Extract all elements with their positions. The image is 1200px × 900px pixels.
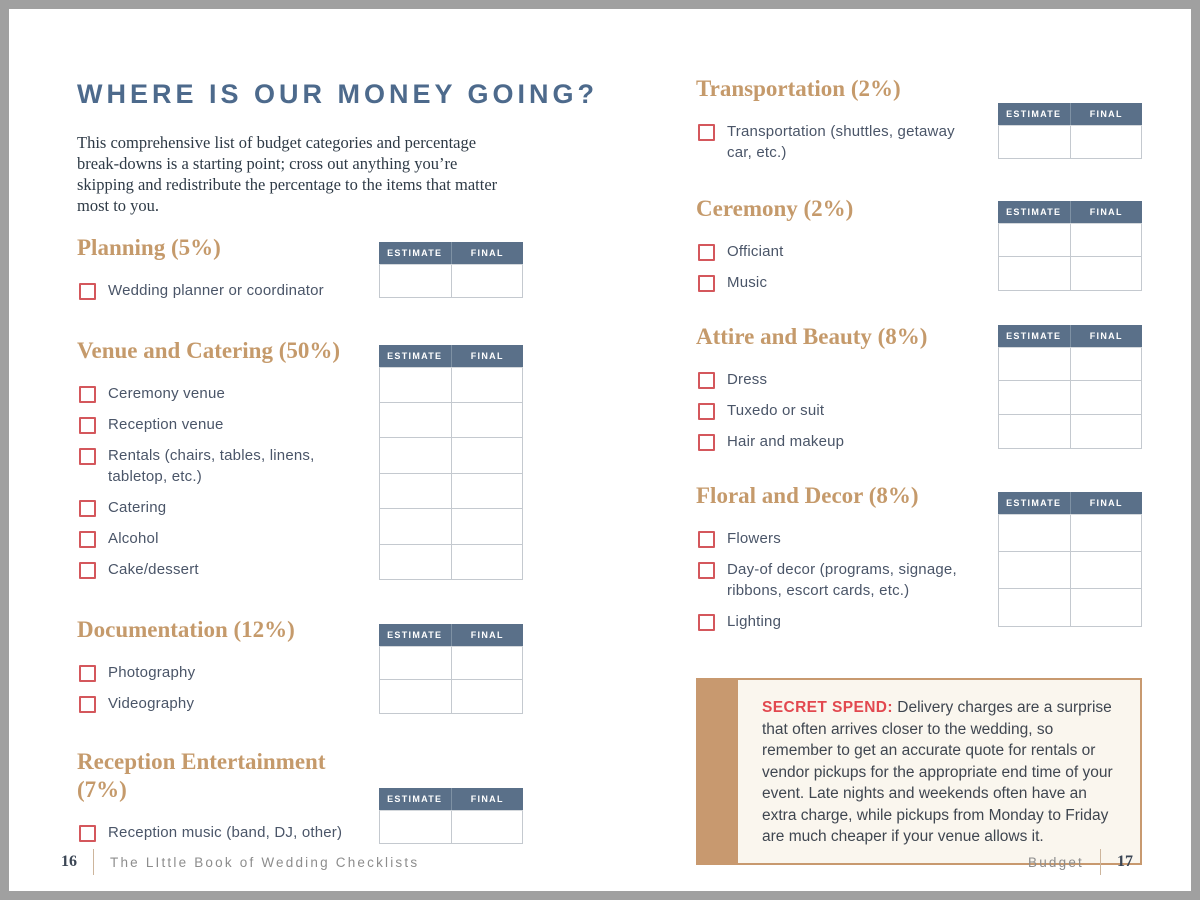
checklist [77, 662, 369, 714]
estimate-cell[interactable] [380, 811, 451, 843]
checklist-item-label: Videography [108, 695, 195, 712]
checklist-item [696, 431, 972, 452]
checklist-item [696, 400, 972, 421]
page-title: WHERE IS OUR MONEY GOING? [77, 79, 599, 109]
estimate-final-table [998, 325, 1142, 449]
checklist-item-label: Wedding planner or coordinator [108, 282, 324, 299]
estimate-cell[interactable] [999, 224, 1070, 256]
estimate-header: ESTIMATE [387, 794, 443, 804]
final-cell[interactable] [451, 680, 523, 713]
final-header: FINAL [451, 242, 524, 264]
checkbox-icon[interactable] [698, 531, 715, 548]
estimate-final-table [379, 345, 523, 580]
estimate-cell[interactable] [380, 647, 451, 679]
checklist-item-label: Alcohol [108, 530, 159, 547]
checklist-item-label: Day-of decor (programs, signage, ribbons, escort cards, etc.) [727, 561, 957, 599]
checklist-item [77, 559, 369, 580]
callout-paragraph [762, 697, 1120, 848]
estimate-header: ESTIMATE [1006, 109, 1062, 119]
estimate-cell[interactable] [999, 381, 1070, 414]
table-row [379, 680, 523, 714]
estimate-header: ESTIMATE [387, 351, 443, 361]
checklist-item-label: Photography [108, 664, 196, 681]
checklist-item-label: Flowers [727, 530, 781, 547]
checklist [77, 280, 369, 301]
estimate-cell[interactable] [380, 474, 451, 509]
checkbox-icon[interactable] [698, 244, 715, 261]
checklist [77, 822, 369, 843]
checklist-item [696, 369, 972, 390]
estimate-cell[interactable] [999, 515, 1070, 551]
checkbox-icon[interactable] [79, 448, 96, 465]
final-cell[interactable] [1070, 515, 1142, 551]
checklist-item [696, 559, 972, 601]
final-header: FINAL [1070, 103, 1143, 125]
final-header: FINAL [1070, 201, 1143, 223]
checklist-item [77, 414, 369, 435]
checkbox-icon[interactable] [698, 434, 715, 451]
estimate-cell[interactable] [999, 589, 1070, 626]
checklist [696, 369, 972, 452]
table-row [379, 545, 523, 581]
checklist-item-label: Hair and makeup [727, 433, 845, 450]
page-number-right: 17 [1117, 853, 1133, 870]
secret-spend-callout [696, 678, 1142, 865]
checklist [696, 528, 972, 632]
final-cell[interactable] [451, 438, 523, 473]
final-cell[interactable] [451, 811, 523, 843]
checklist-item-label: Catering [108, 499, 167, 516]
final-header: FINAL [451, 624, 524, 646]
table-row [379, 474, 523, 510]
section-reception-entertainment [77, 748, 523, 853]
estimate-final-table [998, 492, 1142, 627]
estimate-final-table [998, 201, 1142, 291]
final-header: FINAL [451, 345, 524, 367]
final-cell[interactable] [1070, 348, 1142, 380]
section-floral-decor [696, 482, 1142, 642]
checklist-item [77, 693, 369, 714]
section-heading-transportation: Transportation (2%) [696, 76, 901, 101]
checkbox-icon[interactable] [79, 417, 96, 434]
book-title-footer: The LIttle Book of Wedding Checklists [110, 854, 420, 870]
checklist-item [77, 528, 369, 549]
section-heading-ceremony: Ceremony (2%) [696, 196, 854, 221]
final-cell[interactable] [451, 647, 523, 679]
estimate-cell[interactable] [999, 348, 1070, 380]
checkbox-icon[interactable] [79, 531, 96, 548]
checkbox-icon[interactable] [698, 372, 715, 389]
table-row [998, 552, 1142, 590]
callout-text: Delivery charges are a surprise that often arrives closer to the wedding, so remember to get an accurate quote for rentals or vendor pickups for the appropriate end time of your event. Late nights and weekends often have an extra charge, while pickups from Monday to Friday are much cheaper if your venue allows it. [762, 699, 1113, 845]
checklist-item [696, 121, 972, 163]
estimate-cell[interactable] [380, 265, 451, 297]
checklist-item-label: Ceremony venue [108, 385, 226, 402]
checklist-item [77, 662, 369, 683]
final-header: FINAL [451, 788, 524, 810]
footer-divider [93, 849, 94, 875]
section-heading-venue-catering: Venue and Catering (50%) [77, 338, 341, 363]
estimate-header: ESTIMATE [1006, 331, 1062, 341]
checklist-item [77, 822, 369, 843]
page-number-left: 16 [61, 853, 77, 870]
checkbox-icon[interactable] [698, 614, 715, 631]
checklist [696, 241, 972, 293]
footer-right [1028, 849, 1133, 875]
estimate-header: ESTIMATE [387, 630, 443, 640]
table-row [998, 347, 1142, 381]
final-cell[interactable] [1070, 224, 1142, 256]
table-row [998, 125, 1142, 159]
checkbox-icon[interactable] [79, 665, 96, 682]
checklist-item [77, 280, 369, 301]
checklist-item-label: Lighting [727, 613, 782, 630]
section-heading-attire-beauty: Attire and Beauty (8%) [696, 324, 928, 349]
final-cell[interactable] [1070, 126, 1142, 158]
table-row [379, 438, 523, 474]
intro-paragraph: This comprehensive list of budget categories and percentage break-downs is a starting point; cross out anything you’re skipping and redistribute the percentage to the items that matter most to you. [77, 133, 498, 215]
checkbox-icon[interactable] [698, 124, 715, 141]
callout-label: SECRET SPEND: [762, 699, 893, 716]
section-transportation [696, 75, 1142, 173]
checklist [77, 383, 369, 580]
final-cell[interactable] [451, 368, 523, 402]
checklist-item-label: Music [727, 274, 768, 291]
checklist [696, 121, 972, 163]
section-heading-documentation: Documentation (12%) [77, 617, 295, 642]
final-cell[interactable] [451, 265, 523, 297]
checklist-item-label: Officiant [727, 243, 784, 260]
checkbox-icon[interactable] [79, 283, 96, 300]
estimate-final-table [998, 103, 1142, 159]
section-heading-floral-decor: Floral and Decor (8%) [696, 483, 919, 508]
estimate-cell[interactable] [380, 438, 451, 473]
estimate-header: ESTIMATE [1006, 498, 1062, 508]
table-row [379, 264, 523, 298]
table-row [998, 415, 1142, 449]
checklist-item-label: Cake/dessert [108, 561, 199, 578]
estimate-cell[interactable] [380, 680, 451, 713]
table-row [379, 810, 523, 844]
estimate-cell[interactable] [380, 545, 451, 580]
checkbox-icon[interactable] [79, 500, 96, 517]
section-venue-catering [77, 337, 523, 590]
final-cell[interactable] [451, 509, 523, 544]
checkbox-icon[interactable] [79, 696, 96, 713]
page-left [77, 79, 599, 853]
table-row [998, 257, 1142, 291]
checklist-item-label: Reception music (band, DJ, other) [108, 824, 343, 841]
checklist-item-label: Rentals (chairs, tables, linens, tabletop, etc.) [108, 447, 315, 485]
estimate-cell[interactable] [999, 552, 1070, 589]
checklist-item-label: Reception venue [108, 416, 224, 433]
checkbox-icon[interactable] [79, 562, 96, 579]
final-cell[interactable] [1070, 589, 1142, 626]
table-row [379, 509, 523, 545]
page-right [696, 75, 1142, 865]
footer-divider [1100, 849, 1101, 875]
estimate-final-table [379, 624, 523, 714]
chapter-footer: Budget [1028, 854, 1084, 870]
final-cell[interactable] [1070, 552, 1142, 589]
final-cell[interactable] [451, 545, 523, 580]
callout-accent-bar [698, 680, 738, 863]
estimate-cell[interactable] [380, 403, 451, 438]
section-heading-reception-entertainment: Reception Entertainment (7%) [77, 749, 326, 802]
checkbox-icon[interactable] [698, 275, 715, 292]
table-row [998, 381, 1142, 415]
checklist-item-label: Dress [727, 371, 768, 388]
checklist-item [696, 528, 972, 549]
checkbox-icon[interactable] [79, 386, 96, 403]
estimate-cell[interactable] [999, 257, 1070, 290]
checklist-item-label: Transportation (shuttles, getaway car, etc.) [727, 123, 955, 161]
checklist-item [696, 241, 972, 262]
checkbox-icon[interactable] [698, 403, 715, 420]
final-cell[interactable] [451, 474, 523, 509]
section-attire-beauty [696, 323, 1142, 462]
footer-left [61, 849, 419, 875]
estimate-cell[interactable] [380, 509, 451, 544]
checklist-item [696, 611, 972, 632]
table-row [998, 514, 1142, 552]
checklist-item [77, 383, 369, 404]
checkbox-icon[interactable] [79, 825, 96, 842]
estimate-cell[interactable] [380, 368, 451, 402]
checkbox-icon[interactable] [698, 562, 715, 579]
table-row [998, 589, 1142, 627]
estimate-header: ESTIMATE [1006, 207, 1062, 217]
final-cell[interactable] [1070, 415, 1142, 448]
final-cell[interactable] [1070, 257, 1142, 290]
checklist-item [696, 272, 972, 293]
final-cell[interactable] [1070, 381, 1142, 414]
section-planning [77, 234, 523, 311]
section-documentation [77, 616, 523, 724]
checklist-item [77, 497, 369, 518]
estimate-final-table [379, 242, 523, 298]
estimate-cell[interactable] [999, 415, 1070, 448]
final-cell[interactable] [451, 403, 523, 438]
final-header: FINAL [1070, 492, 1143, 514]
estimate-cell[interactable] [999, 126, 1070, 158]
final-header: FINAL [1070, 325, 1143, 347]
estimate-final-table [379, 788, 523, 844]
section-ceremony [696, 195, 1142, 303]
table-row [379, 646, 523, 680]
table-row [379, 367, 523, 403]
estimate-header: ESTIMATE [387, 248, 443, 258]
checklist-item-label: Tuxedo or suit [727, 402, 825, 419]
checklist-item [77, 445, 369, 487]
table-row [379, 403, 523, 439]
table-row [998, 223, 1142, 257]
section-heading-planning: Planning (5%) [77, 235, 221, 260]
